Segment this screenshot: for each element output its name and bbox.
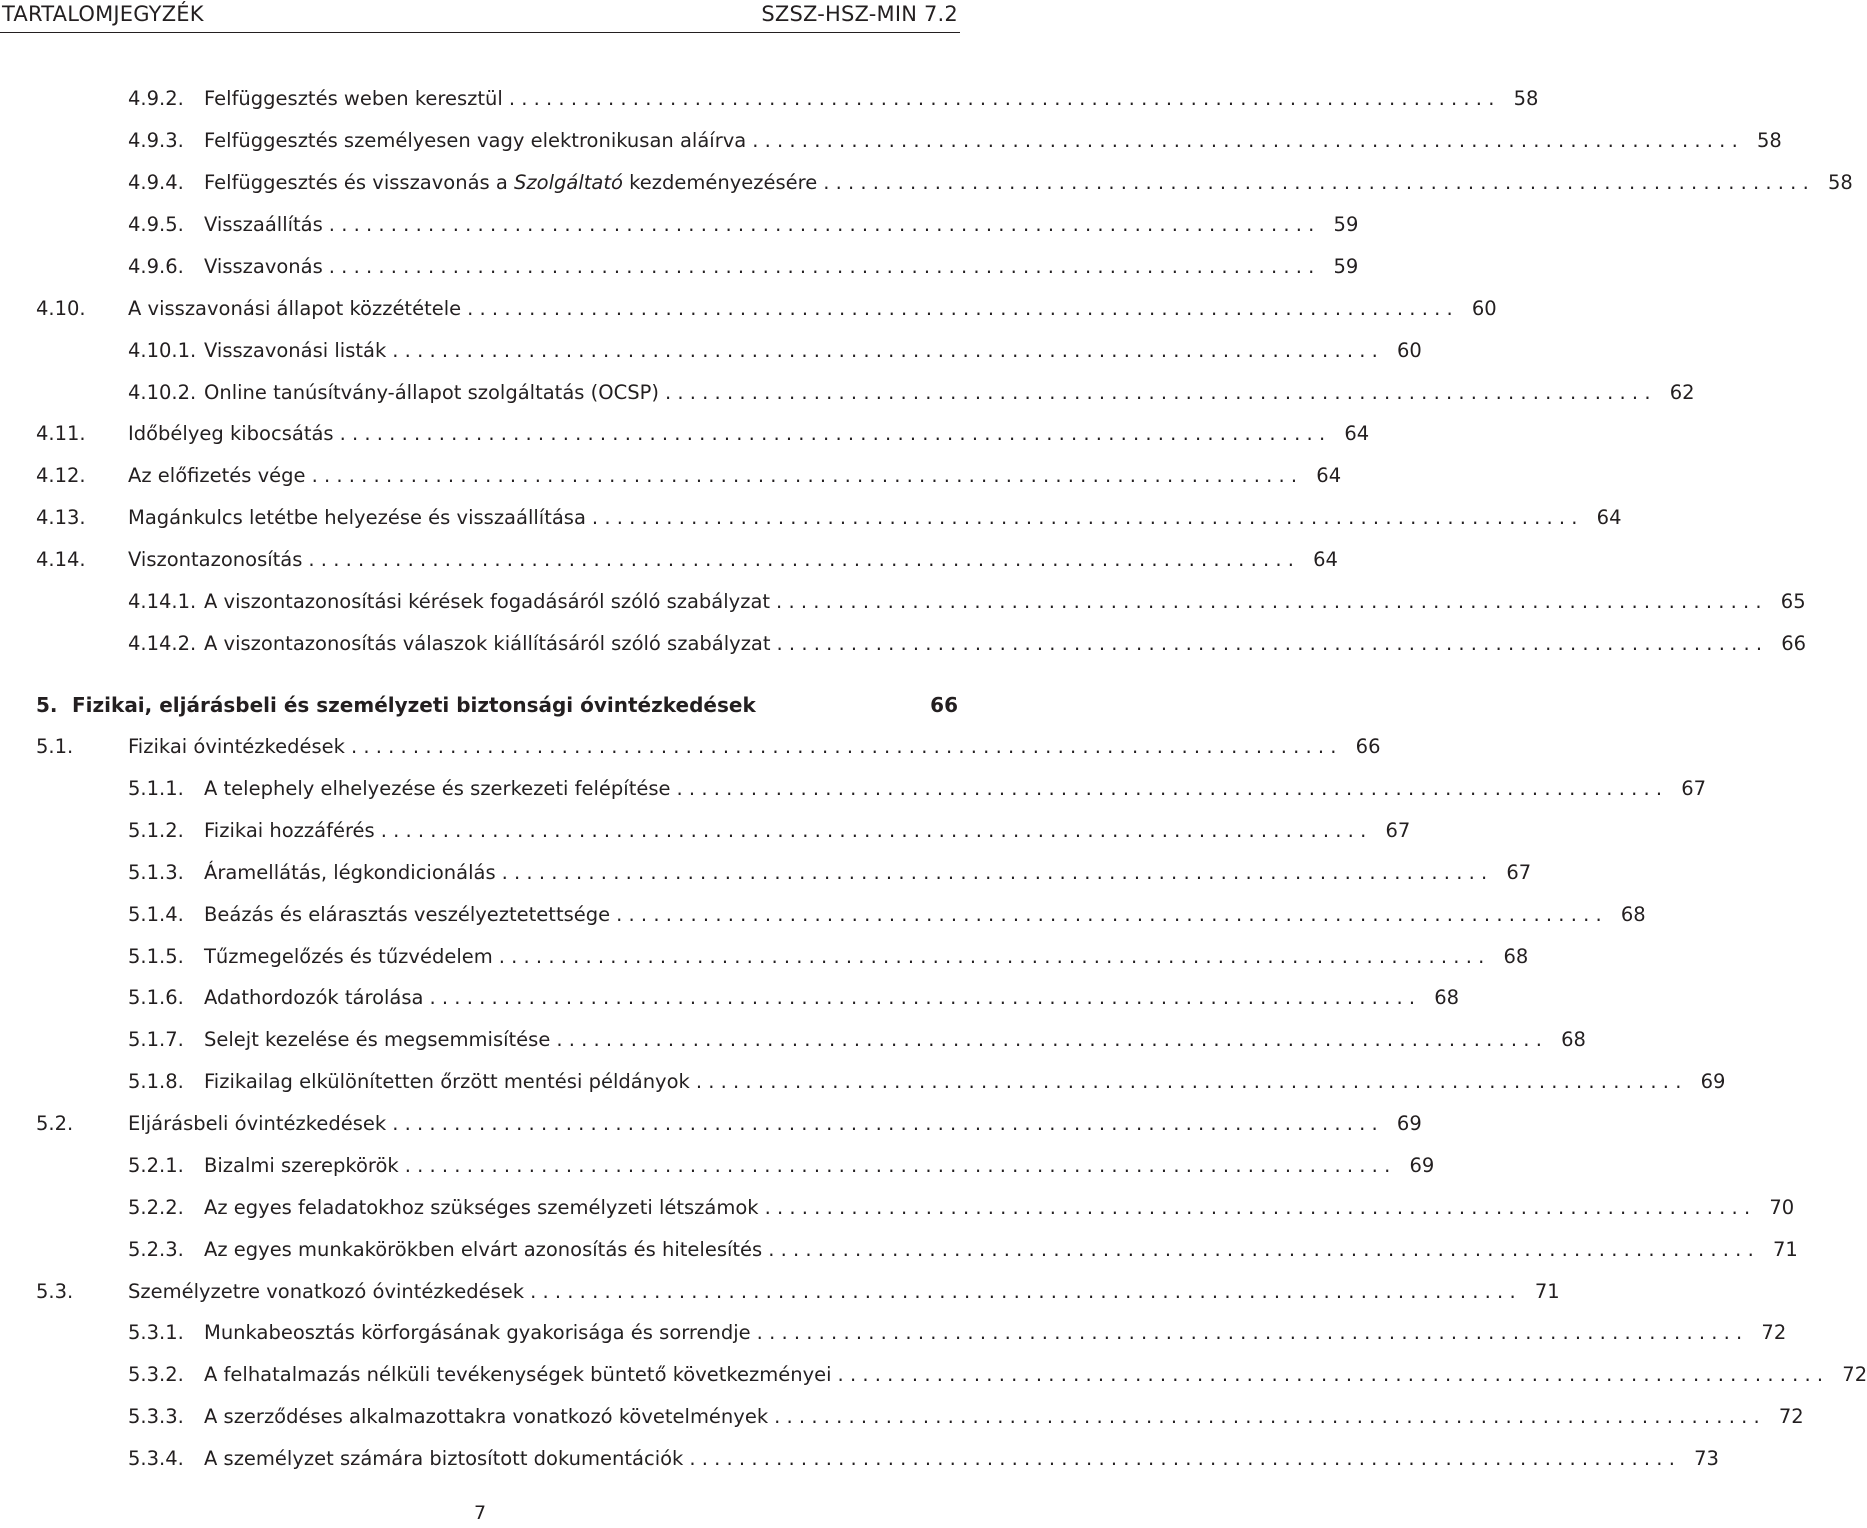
toc-leader-dots: . . . . . . . . . . . . . . . . . . . . . . . . . . . . . . . . . . . . . . . . . . . . . . . . . . . . . . . . . . . . . . . . . . . . . . . . . . . . . . . . [695,1070,1682,1093]
toc-entry-title: Felfüggesztés weben keresztül [204,87,503,110]
toc-entry-number: 4.14. [36,548,86,571]
toc-entry-title: Bizalmi szerepkörök [204,1154,399,1177]
toc-entry-title: Áramellátás, légkondicionálás [204,861,496,884]
toc-entry-number: 4.10.2. [128,381,197,404]
toc-subsection-entry[interactable] [128,1193,1795,1223]
toc-entry-title: Visszavonási listák [204,339,387,362]
toc-leader-dots: . . . . . . . . . . . . . . . . . . . . . . . . . . . . . . . . . . . . . . . . . . . . . . . . . . . . . . . . . . . . . . . . . . . . . . . . . . . . . . . . [664,381,1651,404]
header-document-id: SZSZ-HSZ-MIN 7.2 [761,2,958,26]
toc-entry-number: 5.2.1. [128,1154,184,1177]
toc-leader-dots: . . . . . . . . . . . . . . . . . . . . . . . . . . . . . . . . . . . . . . . . . . . . . . . . . . . . . . . . . . . . . . . . . . . . . . . . . . . . . . . . [774,1405,1760,1428]
toc-leader-dots: . . . . . . . . . . . . . . . . . . . . . . . . . . . . . . . . . . . . . . . . . . . . . . . . . . . . . . . . . . . . . . . . . . . . . . . . . . . . . . . . [530,1280,1516,1303]
toc-entry-page: 72 [1761,1321,1787,1344]
toc-entry-page: 66 [1781,632,1807,655]
toc-entry-number: 5.1.3. [128,861,184,884]
toc-subsection-entry[interactable] [128,942,1529,972]
toc-leader-dots: . . . . . . . . . . . . . . . . . . . . . . . . . . . . . . . . . . . . . . . . . . . . . . . . . . . . . . . . . . . . . . . . . . . . . . . . . . . . . . . . [308,548,1294,571]
toc-leader-dots: . . . . . . . . . . . . . . . . . . . . . . . . . . . . . . . . . . . . . . . . . . . . . . . . . . . . . . . . . . . . . . . . . . . . . . . . . . . . . . . . [776,632,1763,655]
toc-entry-title: Fizikai óvintézkedések [128,735,345,758]
toc-section-entry[interactable] [36,545,1338,575]
toc-leader-dots: . . . . . . . . . . . . . . . . . . . . . . . . . . . . . . . . . . . . . . . . . . . . . . . . . . . . . . . . . . . . . . . . . . . . . . . . . . . . . . . . [380,819,1367,842]
toc-subsection-entry[interactable] [128,900,1646,930]
toc-entry-page: 64 [1596,506,1622,529]
toc-entry-page: 60 [1397,339,1422,362]
toc-entry-page: 69 [1700,1070,1726,1093]
toc-leader-dots: . . . . . . . . . . . . . . . . . . . . . . . . . . . . . . . . . . . . . . . . . . . . . . . . . . . . . . . . . . . . . . . . . . . . . . . . . . . . . . . . [676,777,1663,800]
toc-leader-dots: . . . . . . . . . . . . . . . . . . . . . . . . . . . . . . . . . . . . . . . . . . . . . . . . . . . . . . . . . . . . . . . . . . . . . . . . . . . . . . . . [591,506,1578,529]
toc-entry-page: 66 [930,693,958,717]
toc-subsection-entry[interactable] [128,1402,1804,1432]
toc-entry-title: A telephely elhelyezése és szerkezeti felépítése [204,777,671,800]
toc-entry-title-part: kezdeményezésére [622,171,818,194]
toc-leader-dots: . . . . . . . . . . . . . . . . . . . . . . . . . . . . . . . . . . . . . . . . . . . . . . . . . . . . . . . . . . . . . . . . . . . . . . . . . . . . . . . . [328,213,1315,236]
toc-entry-page: 59 [1333,255,1359,278]
toc-entry-title: A visszavonási állapot közzététele [128,297,462,320]
toc-entry-title: Eljárásbeli óvintézkedések [128,1112,387,1135]
toc-entry-number: 4.9.5. [128,213,184,236]
toc-leader-dots: . . . . . . . . . . . . . . . . . . . . . . . . . . . . . . . . . . . . . . . . . . . . . . . . . . . . . . . . . . . . . . . . . . . . . . . . . . . . . . . . [339,422,1326,445]
toc-leader-dots: . . . . . . . . . . . . . . . . . . . . . . . . . . . . . . . . . . . . . . . . . . . . . . . . . . . . . . . . . . . . . . . . . . . . . . . . . . . . . . . . [776,590,1762,613]
toc-entry-number: 4.9.4. [128,171,184,194]
toc-subsection-entry[interactable] [128,983,1460,1013]
toc-entry-title: Visszavonás [204,255,323,278]
toc-entry-title: Időbélyeg kibocsátás [128,422,334,445]
toc-entry-title: Visszaállítás [204,213,323,236]
toc-entry-number: 5.1.1. [128,777,184,800]
toc-leader-dots: . . . . . . . . . . . . . . . . . . . . . . . . . . . . . . . . . . . . . . . . . . . . . . . . . . . . . . . . . . . . . . . . . . . . . . . . . . . . . . . . [328,255,1315,278]
toc-subsection-entry[interactable] [128,1025,1586,1055]
toc-leader-dots: . . . . . . . . . . . . . . . . . . . . . . . . . . . . . . . . . . . . . . . . . . . . . . . . . . . . . . . . . . . . . . . . . . . . . . . . . . . . . . . . [350,735,1337,758]
toc-subsection-entry[interactable] [128,1235,1798,1265]
toc-subsection-entry[interactable] [128,252,1359,282]
toc-entry-title: A személyzet számára biztosított dokumentációk [204,1447,684,1470]
toc-entry-number: 4.11. [36,422,86,445]
toc-section-entry[interactable] [36,294,1497,324]
toc-entry-page: 65 [1780,590,1806,613]
toc-entry-title: A felhatalmazás nélküli tevékenységek büntető következményei [204,1363,832,1386]
toc-entry-page: 58 [1513,87,1539,110]
toc-subsection-entry[interactable] [128,629,1807,659]
toc-entry-title: Fizikailag elkülönítetten őrzött mentési példányok [204,1070,690,1093]
toc-leader-dots: . . . . . . . . . . . . . . . . . . . . . . . . . . . . . . . . . . . . . . . . . . . . . . . . . . . . . . . . . . . . . . . . . . . . . . . . . . . . . . . . [768,1238,1754,1261]
toc-entry-page: 68 [1503,945,1529,968]
toc-entry-page: 58 [1756,129,1782,152]
toc-entry-title: A viszontazonosítás válaszok kiállításáról szóló szabályzat [204,632,771,655]
toc-chapter-entry[interactable] [36,690,958,720]
toc-entry-title: Selejt kezelése és megsemmisítése [204,1028,551,1051]
toc-section-entry[interactable] [36,503,1622,533]
toc-entry-number: 4.10.1. [128,339,197,362]
toc-entry-title: Munkabeosztás körforgásának gyakorisága és sorrendje [204,1321,751,1344]
toc-entry-title: Fizikai hozzáférés [204,819,375,842]
toc-leader-dots: . . . . . . . . . . . . . . . . . . . . . . . . . . . . . . . . . . . . . . . . . . . . . . . . . . . . . . . . . . . . . . . . . . . . . . . . . . . . . . . . [756,1321,1743,1344]
toc-section-entry[interactable] [36,419,1370,449]
toc-subsection-entry[interactable] [128,1067,1726,1097]
toc-entry-number: 4.13. [36,506,86,529]
toc-entry-page: 67 [1681,777,1707,800]
toc-entry-page: 62 [1669,381,1695,404]
toc-subsection-entry[interactable] [128,84,1539,114]
toc-entry-title: A szerződéses alkalmazottakra vonatkozó követelmények [204,1405,769,1428]
toc-subsection-entry[interactable] [128,858,1532,888]
toc-leader-dots: . . . . . . . . . . . . . . . . . . . . . . . . . . . . . . . . . . . . . . . . . . . . . . . . . . . . . . . . . . . . . . . . . . . . . . . . . . . . . . . . [556,1028,1542,1051]
toc-entry-number: 4.9.3. [128,129,184,152]
toc-entry-title: Személyzetre vonatkozó óvintézkedések [128,1280,525,1303]
toc-subsection-entry[interactable] [128,1318,1787,1348]
toc-leader-dots: . . . . . . . . . . . . . . . . . . . . . . . . . . . . . . . . . . . . . . . . . . . . . . . . . . . . . . . . . . . . . . . . . . . . . . . . . . . . . . . . [837,1363,1824,1386]
toc-leader-dots: . . . . . . . . . . . . . . . . . . . . . . . . . . . . . . . . . . . . . . . . . . . . . . . . . . . . . . . . . . . . . . . . . . . . . . . . . . . . . . . . [508,87,1495,110]
toc-entry-title: A viszontazonosítási kérések fogadásáról szóló szabályzat [204,590,771,613]
toc-entry-number: 4.9.6. [128,255,184,278]
toc-entry-number: 5.1. [36,735,74,758]
toc-subsection-entry[interactable] [128,1360,1867,1390]
toc-entry-page: 72 [1842,1363,1867,1386]
toc-entry-title: Tűzmegelőzés és tűzvédelem [204,945,493,968]
toc-entry-number: 5.1.2. [128,819,184,842]
toc-entry-number: 5.1.5. [128,945,184,968]
toc-entry-page: 67 [1506,861,1532,884]
toc-entry-number: 5.1.6. [128,986,184,1009]
toc-entry-page: 67 [1385,819,1411,842]
toc-entry-page: 58 [1827,171,1853,194]
toc-leader-dots: . . . . . . . . . . . . . . . . . . . . . . . . . . . . . . . . . . . . . . . . . . . . . . . . . . . . . . . . . . . . . . . . . . . . . . . . . . . . . . . . [764,1196,1751,1219]
toc-entry-number: 5.1.7. [128,1028,184,1051]
toc-entry-page: 66 [1355,735,1381,758]
running-header [0,0,960,33]
toc-entry-page: 70 [1769,1196,1795,1219]
header-section-title: TARTALOMJEGYZÉK [2,2,204,26]
toc-entry-number: 5.2. [36,1112,74,1135]
toc-subsection-entry[interactable] [128,774,1707,804]
toc-entry-page: 69 [1409,1154,1435,1177]
toc-subsection-entry[interactable] [128,378,1695,408]
toc-entry-number: 4.14.1. [128,590,197,613]
toc-entry-title: Felfüggesztés személyesen vagy elektronikusan aláírva [204,129,747,152]
toc-entry-number: 5.2.3. [128,1238,184,1261]
toc-subsection-entry[interactable] [128,126,1782,156]
toc-entry-page: 68 [1620,903,1646,926]
toc-section-entry[interactable] [36,1277,1560,1307]
toc-entry-page: 71 [1534,1280,1560,1303]
toc-leader-dots: . . . . . . . . . . . . . . . . . . . . . . . . . . . . . . . . . . . . . . . . . . . . . . . . . . . . . . . . . . . . . . . . . . . . . . . . . . . . . . . . [498,945,1485,968]
toc-leader-dots: . . . . . . . . . . . . . . . . . . . . . . . . . . . . . . . . . . . . . . . . . . . . . . . . . . . . . . . . . . . . . . . . . . . . . . . . . . . . . . . . [392,339,1378,362]
toc-leader-dots: . . . . . . . . . . . . . . . . . . . . . . . . . . . . . . . . . . . . . . . . . . . . . . . . . . . . . . . . . . . . . . . . . . . . . . . . . . . . . . . . [404,1154,1391,1177]
toc-entry-number: 4.12. [36,464,86,487]
toc-entry-number: 5.2.2. [128,1196,184,1219]
toc-subsection-entry[interactable] [128,816,1411,846]
toc-entry-title: Az egyes munkakörökben elvárt azonosítás és hitelesítés [204,1238,763,1261]
page-number: 7 [473,1502,487,1524]
toc-subsection-entry[interactable] [128,336,1422,366]
toc-entry-number: 5.1.4. [128,903,184,926]
toc-entry-page: 64 [1313,548,1338,571]
toc-entry-number: 5.3.3. [128,1405,184,1428]
toc-entry-page: 59 [1333,213,1359,236]
toc-entry-page: 68 [1561,1028,1586,1051]
toc-entry-title: Az előfizetés vége [128,464,306,487]
toc-entry-page: 69 [1396,1112,1422,1135]
toc-entry-number: 5. [36,693,58,717]
toc-entry-number: 5.3.2. [128,1363,184,1386]
toc-leader-dots: . . . . . . . . . . . . . . . . . . . . . . . . . . . . . . . . . . . . . . . . . . . . . . . . . . . . . . . . . . . . . . . . . . . . . . . . . . . . . . . . [616,903,1602,926]
toc-entry-number: 5.3.1. [128,1321,184,1344]
toc-leader-dots: . . . . . . . . . . . . . . . . . . . . . . . . . . . . . . . . . . . . . . . . . . . . . . . . . . . . . . . . . . . . . . . . . . . . . . . . . . . . . . . . [752,129,1738,152]
toc-entry-number: 5.3.4. [128,1447,184,1470]
toc-entry-number: 4.9.2. [128,87,184,110]
toc-leader-dots: . . . . . . . . . . . . . . . . . . . . . . . . . . . . . . . . . . . . . . . . . . . . . . . . . . . . . . . . . . . . . . . . . . . . . . . . . . . . . . . . [501,861,1488,884]
toc-leader-dots: . . . . . . . . . . . . . . . . . . . . . . . . . . . . . . . . . . . . . . . . . . . . . . . . . . . . . . . . . . . . . . . . . . . . . . . . . . . . . . . . [311,464,1298,487]
toc-entry-page: 71 [1772,1238,1798,1261]
toc-section-entry[interactable] [36,1109,1422,1139]
toc-subsection-entry[interactable] [128,1444,1719,1474]
toc-entry-title: Az egyes feladatokhoz szükséges személyzeti létszámok [204,1196,759,1219]
toc-entry-page: 60 [1471,297,1497,320]
toc-entry-page: 68 [1434,986,1460,1009]
toc-entry-page: 64 [1316,464,1342,487]
toc-entry-title: Magánkulcs letétbe helyezése és visszaállítása [128,506,586,529]
toc-entry-number: 4.10. [36,297,86,320]
toc-subsection-entry[interactable] [128,587,1806,617]
toc-entry-page: 72 [1778,1405,1804,1428]
toc-section-entry[interactable] [36,732,1381,762]
toc-leader-dots: . . . . . . . . . . . . . . . . . . . . . . . . . . . . . . . . . . . . . . . . . . . . . . . . . . . . . . . . . . . . . . . . . . . . . . . . . . . . . . . . [429,986,1416,1009]
toc-entry-number: 5.1.8. [128,1070,184,1093]
toc-leader-dots: . . . . . . . . . . . . . . . . . . . . . . . . . . . . . . . . . . . . . . . . . . . . . . . . . . . . . . . . . . . . . . . . . . . . . . . . . . . . . . . . [689,1447,1675,1470]
toc-entry-page: 73 [1694,1447,1719,1470]
toc-entry-title [204,168,823,198]
toc-entry-page: 64 [1344,422,1370,445]
toc-entry-title-part: Felfüggesztés és visszavonás a [204,171,515,194]
toc-leader-dots: . . . . . . . . . . . . . . . . . . . . . . . . . . . . . . . . . . . . . . . . . . . . . . . . . . . . . . . . . . . . . . . . . . . . . . . . . . . . . . . . [467,297,1453,320]
toc-subsection-entry[interactable] [128,1151,1435,1181]
toc-section-entry[interactable] [36,461,1342,491]
toc-entry-title-emphasis: Szolgáltató [514,171,623,194]
toc-leader-dots: . . . . . . . . . . . . . . . . . . . . . . . . . . . . . . . . . . . . . . . . . . . . . . . . . . . . . . . . . . . . . . . . . . . . . . . . . . . . . . . . [823,171,1809,194]
toc-entry-number: 4.14.2. [128,632,197,655]
toc-entry-title: Online tanúsítvány-állapot szolgáltatás (OCSP) [204,381,659,404]
toc-entry-title: Viszontazonosítás [128,548,303,571]
toc-subsection-entry[interactable] [128,210,1359,240]
toc-entry-title: Beázás és elárasztás veszélyeztetettsége [204,903,611,926]
toc-subsection-entry[interactable] [128,168,1853,198]
toc-entry-number: 5.3. [36,1280,74,1303]
toc-leader-dots: . . . . . . . . . . . . . . . . . . . . . . . . . . . . . . . . . . . . . . . . . . . . . . . . . . . . . . . . . . . . . . . . . . . . . . . . . . . . . . . . [392,1112,1378,1135]
toc-entry-title: Fizikai, eljárásbeli és személyzeti biztonsági óvintézkedések [72,693,756,717]
toc-entry-title: Adathordozók tárolása [204,986,424,1009]
